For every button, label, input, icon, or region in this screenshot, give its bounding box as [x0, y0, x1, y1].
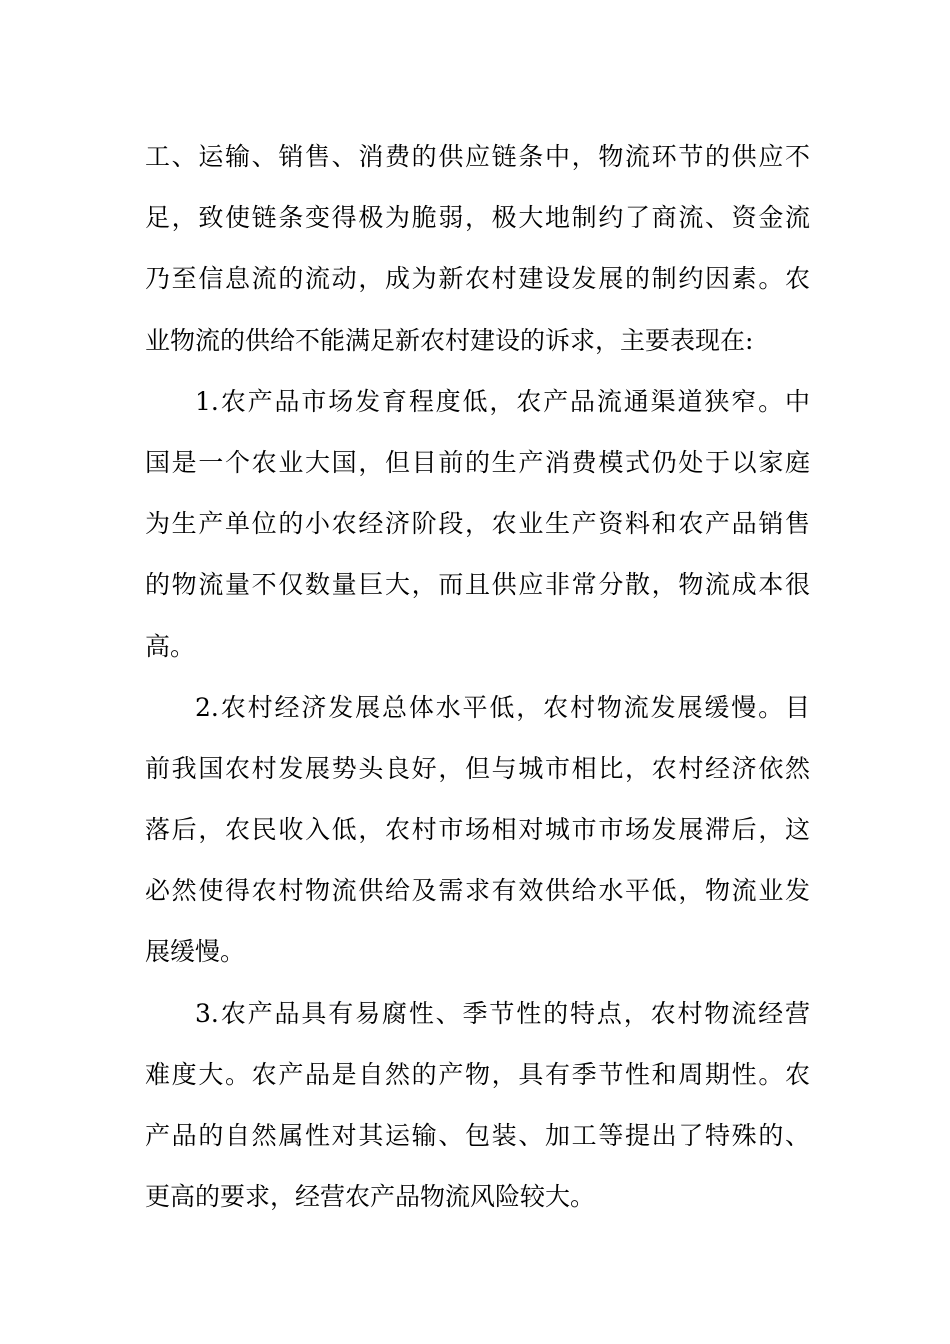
text-line: 必然使得农村物流供给及需求有效供给水平低，物流业发	[145, 876, 810, 906]
body-text	[145, 126, 810, 1227]
text-line: 难度大。农产品是自然的产物，具有季节性和周期性。农	[145, 1059, 810, 1089]
text-line: 1.农产品市场发育程度低，农产品流通渠道狭窄。中	[195, 386, 810, 416]
text-line: 为生产单位的小农经济阶段，农业生产资料和农产品销售	[145, 509, 810, 539]
text-line: 乃至信息流的流动，成为新农村建设发展的制约因素。农	[145, 264, 810, 294]
text-line: 展缓慢。	[145, 937, 246, 967]
text-line: 3.农产品具有易腐性、季节性的特点，农村物流经营	[195, 998, 810, 1028]
text-line: 国是一个农业大国，但目前的生产消费模式仍处于以家庭	[145, 447, 810, 477]
text-line: 2.农村经济发展总体水平低，农村物流发展缓慢。目	[195, 692, 810, 722]
text-line: 高。	[145, 631, 196, 661]
text-line: 业物流的供给不能满足新农村建设的诉求，主要表现在:	[145, 325, 754, 355]
text-line: 的物流量不仅数量巨大，而且供应非常分散，物流成本很	[145, 570, 810, 600]
text-line: 产品的自然属性对其运输、包装、加工等提出了特殊的、	[145, 1121, 810, 1150]
text-line: 足，致使链条变得极为脆弱，极大地制约了商流、资金流	[145, 203, 810, 233]
text-line: 前我国农村发展势头良好，但与城市相比，农村经济依然	[145, 753, 810, 783]
text-line: 落后，农民收入低，农村市场相对城市市场发展滞后，这	[145, 815, 810, 845]
text-line: 工、运输、销售、消费的供应链条中，物流环节的供应不	[145, 142, 810, 171]
text-line: 更高的要求，经营农产品物流风险较大。	[145, 1182, 596, 1212]
